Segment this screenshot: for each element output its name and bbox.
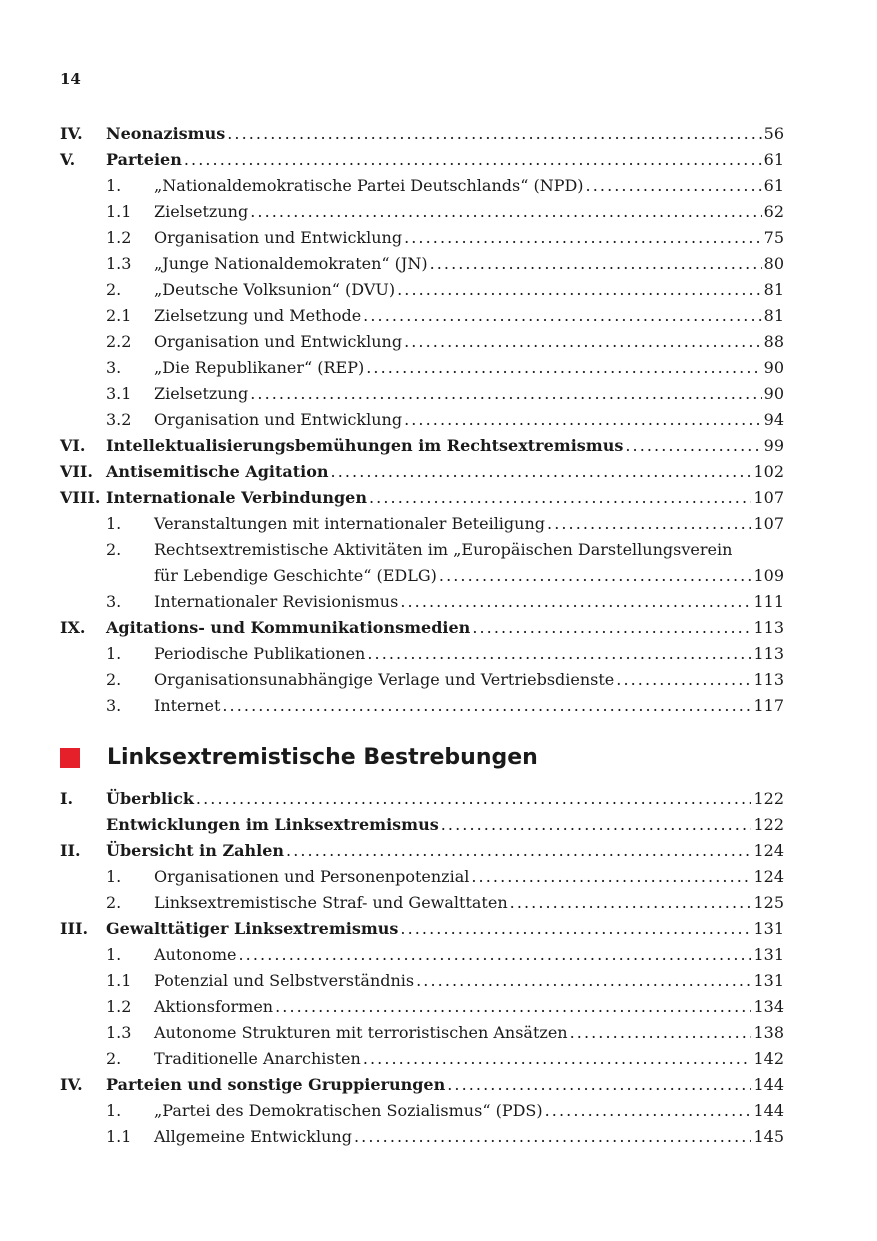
toc-entry-title: Antisemitische Agitation bbox=[106, 462, 329, 481]
toc-entry bbox=[60, 644, 784, 670]
toc-entry bbox=[60, 1023, 784, 1049]
toc-leader-dots bbox=[472, 618, 751, 637]
toc-entry-number: 3. bbox=[106, 592, 122, 611]
toc-entry-continuation bbox=[60, 566, 784, 592]
toc-entry-page: 90 bbox=[763, 358, 784, 377]
toc-entry-number: 1. bbox=[106, 176, 122, 195]
toc-entry-number: 1. bbox=[106, 644, 122, 663]
toc-leader-dots bbox=[416, 971, 751, 990]
toc-entry-title: Organisationen und Personenpotenzial bbox=[154, 867, 470, 886]
toc-entry-page: 144 bbox=[753, 1075, 784, 1094]
toc-leader-dots bbox=[367, 644, 751, 663]
toc-entry-number: VII. bbox=[60, 462, 93, 481]
toc-entry-page: 122 bbox=[753, 789, 784, 808]
toc-leader-dots bbox=[250, 202, 761, 221]
toc-entry-number: 1. bbox=[106, 945, 122, 964]
toc-entry-page: 113 bbox=[753, 644, 784, 663]
toc-entry bbox=[60, 202, 784, 228]
toc-leader-dots bbox=[404, 332, 762, 351]
toc-entry-number: 2. bbox=[106, 1049, 122, 1068]
toc-entry-title: Überblick bbox=[106, 789, 194, 808]
toc-entry-page: 56 bbox=[763, 124, 784, 143]
toc-entry-number: 1.3 bbox=[106, 1023, 132, 1042]
toc-entry-title: Organisation und Entwicklung bbox=[154, 332, 403, 351]
toc-entry-page: 131 bbox=[753, 945, 784, 964]
toc-entry-page: 142 bbox=[753, 1049, 784, 1068]
toc-entry-title: Zielsetzung und Methode bbox=[154, 306, 362, 325]
toc-entry-page: 124 bbox=[753, 841, 784, 860]
toc-entry-number: VIII. bbox=[60, 488, 101, 507]
toc-entry-title: „Junge Nationaldemokraten“ (JN) bbox=[154, 254, 428, 273]
toc-entry-page: 145 bbox=[753, 1127, 784, 1146]
toc-entry-title: Agitations- und Kommunikationsmedien bbox=[106, 618, 471, 637]
toc-leader-dots bbox=[363, 1049, 752, 1068]
toc-entry bbox=[60, 332, 784, 358]
toc-leader-dots bbox=[222, 696, 751, 715]
toc-entry bbox=[60, 124, 784, 150]
toc-entry-number: II. bbox=[60, 841, 81, 860]
toc-right-extremism bbox=[60, 124, 784, 722]
toc-entry-title: Periodische Publikationen bbox=[154, 644, 366, 663]
toc-entry bbox=[60, 867, 784, 893]
toc-entry-title: Linksextremistische Straf- und Gewalttaten bbox=[154, 893, 508, 912]
toc-entry-title: Autonome bbox=[154, 945, 237, 964]
toc-entry bbox=[60, 358, 784, 384]
toc-entry-page: 122 bbox=[753, 815, 784, 834]
toc-leader-dots bbox=[369, 488, 751, 507]
toc-entry bbox=[60, 592, 784, 618]
toc-leader-dots bbox=[363, 306, 761, 325]
toc-entry-page: 144 bbox=[753, 1101, 784, 1120]
toc-entry-number: III. bbox=[60, 919, 89, 938]
toc-entry-page: 131 bbox=[753, 919, 784, 938]
toc-entry-page: 99 bbox=[763, 436, 784, 455]
toc-entry bbox=[60, 997, 784, 1023]
toc-leader-dots bbox=[439, 566, 752, 585]
toc-entry-page: 61 bbox=[763, 176, 784, 195]
toc-leader-dots bbox=[331, 462, 752, 481]
toc-entry-page: 62 bbox=[763, 202, 784, 221]
toc-entry-page: 102 bbox=[753, 462, 784, 481]
toc-entry bbox=[60, 618, 784, 644]
toc-entry-page: 107 bbox=[753, 488, 784, 507]
toc-entry-number: 2. bbox=[106, 893, 122, 912]
toc-entry-title: Organisation und Entwicklung bbox=[154, 410, 403, 429]
toc-leader-dots bbox=[354, 1127, 751, 1146]
toc-entry-title: Zielsetzung bbox=[154, 384, 249, 403]
toc-entry-page: 80 bbox=[763, 254, 784, 273]
toc-left-extremism bbox=[60, 789, 784, 1153]
toc-entry-number: 1. bbox=[106, 867, 122, 886]
toc-entry-title: Intellektualisierungsbemühungen im Rechtsextremismus bbox=[106, 436, 624, 455]
toc-entry-title: Veranstaltungen mit internationaler Beteiligung bbox=[154, 514, 546, 533]
toc-leader-dots bbox=[441, 815, 752, 834]
toc-entry-page: 90 bbox=[763, 384, 784, 403]
toc-entry bbox=[60, 280, 784, 306]
toc-entry-title: Potenzial und Selbstverständnis bbox=[154, 971, 415, 990]
toc-leader-dots bbox=[400, 592, 751, 611]
toc-entry-title: Internationale Verbindungen bbox=[106, 488, 367, 507]
toc-entry-page: 131 bbox=[753, 971, 784, 990]
toc-entry-number: 2. bbox=[106, 540, 122, 559]
toc-entry-number: 1.1 bbox=[106, 1127, 132, 1146]
toc-entry-number: VI. bbox=[60, 436, 86, 455]
toc-entry-page: 138 bbox=[753, 1023, 784, 1042]
toc-entry-number: 2.2 bbox=[106, 332, 132, 351]
toc-entry bbox=[60, 696, 784, 722]
toc-entry-number: I. bbox=[60, 789, 74, 808]
toc-leader-dots bbox=[250, 384, 761, 403]
toc-entry bbox=[60, 919, 784, 945]
toc-entry-page: 81 bbox=[763, 306, 784, 325]
toc-entry-page: 124 bbox=[753, 867, 784, 886]
toc-entry-page: 88 bbox=[763, 332, 784, 351]
toc-entry-number: 3.2 bbox=[106, 410, 132, 429]
toc-entry-title: Organisationsunabhängige Verlage und Vertriebsdienste bbox=[154, 670, 615, 689]
toc-entry bbox=[60, 384, 784, 410]
toc-entry-number: 3. bbox=[106, 358, 122, 377]
toc-entry-page: 113 bbox=[753, 618, 784, 637]
toc-entry bbox=[60, 176, 784, 202]
toc-entry-number: 3.1 bbox=[106, 384, 132, 403]
toc-leader-dots bbox=[239, 945, 752, 964]
toc-entry bbox=[60, 1101, 784, 1127]
toc-entry-title: Parteien bbox=[106, 150, 182, 169]
toc-entry-page: 113 bbox=[753, 670, 784, 689]
toc-leader-dots bbox=[616, 670, 751, 689]
toc-entry bbox=[60, 1049, 784, 1075]
toc-leader-dots bbox=[586, 176, 762, 195]
toc-entry-number: V. bbox=[60, 150, 76, 169]
toc-entry-title: Internet bbox=[154, 696, 221, 715]
toc-entry-number: 2. bbox=[106, 670, 122, 689]
toc-entry-page: 75 bbox=[763, 228, 784, 247]
toc-entry-title: Internationaler Revisionismus bbox=[154, 592, 399, 611]
toc-entry-page: 81 bbox=[763, 280, 784, 299]
toc-entry-number: 1.2 bbox=[106, 997, 132, 1016]
section-title: Linksextremistische Bestrebungen bbox=[107, 745, 538, 770]
toc-entry-title: Zielsetzung bbox=[154, 202, 249, 221]
toc-entry-number: 2. bbox=[106, 280, 122, 299]
toc-entry bbox=[60, 514, 784, 540]
toc-entry-number: IX. bbox=[60, 618, 86, 637]
toc-entry-title: Rechtsextremistische Aktivitäten im „Europäischen Darstellungsverein bbox=[154, 540, 733, 559]
toc-entry-page: 109 bbox=[753, 566, 784, 585]
toc-entry bbox=[60, 540, 784, 566]
toc-entry bbox=[60, 488, 784, 514]
toc-entry-title: Allgemeine Entwicklung bbox=[154, 1127, 352, 1146]
toc-entry-title: Entwicklungen im Linksextremismus bbox=[106, 815, 439, 834]
toc-entry-number: 3. bbox=[106, 696, 122, 715]
toc-entry-number: 1. bbox=[106, 1101, 122, 1120]
toc-entry-title: „Nationaldemokratische Partei Deutschlands“ (NPD) bbox=[154, 176, 584, 195]
toc-entry-title: Organisation und Entwicklung bbox=[154, 228, 403, 247]
toc-leader-dots bbox=[227, 124, 761, 143]
toc-leader-dots bbox=[510, 893, 752, 912]
toc-entry bbox=[60, 841, 784, 867]
toc-leader-dots bbox=[366, 358, 761, 377]
toc-entry-number: 1.1 bbox=[106, 971, 132, 990]
toc-entry bbox=[60, 815, 784, 841]
toc-leader-dots bbox=[430, 254, 762, 273]
toc-leader-dots bbox=[404, 228, 762, 247]
toc-entry-number: 1.1 bbox=[106, 202, 132, 221]
toc-entry-title: Aktionsformen bbox=[154, 997, 274, 1016]
toc-entry-page: 134 bbox=[753, 997, 784, 1016]
toc-entry-title: Gewalttätiger Linksextremismus bbox=[106, 919, 399, 938]
toc-entry-title: Traditionelle Anarchisten bbox=[154, 1049, 361, 1068]
section-header bbox=[60, 745, 784, 770]
toc-entry-title: Autonome Strukturen mit terroristischen Ansätzen bbox=[154, 1023, 568, 1042]
toc-entry-number: 1.3 bbox=[106, 254, 132, 273]
toc-leader-dots bbox=[184, 150, 762, 169]
toc-entry-title: Übersicht in Zahlen bbox=[106, 841, 285, 860]
toc-entry bbox=[60, 1075, 784, 1101]
toc-leader-dots bbox=[545, 1101, 752, 1120]
toc-entry bbox=[60, 436, 784, 462]
toc-entry bbox=[60, 306, 784, 332]
toc-leader-dots bbox=[196, 789, 752, 808]
toc-entry bbox=[60, 462, 784, 488]
toc-entry-page: 61 bbox=[763, 150, 784, 169]
toc-leader-dots bbox=[275, 997, 751, 1016]
toc-entry-title-cont: für Lebendige Geschichte“ (EDLG) bbox=[154, 566, 437, 585]
toc-entry bbox=[60, 228, 784, 254]
toc-leader-dots bbox=[625, 436, 761, 455]
toc-leader-dots bbox=[471, 867, 751, 886]
toc-entry-number: IV. bbox=[60, 124, 83, 143]
toc-entry-page: 117 bbox=[753, 696, 784, 715]
toc-entry-number: 2.1 bbox=[106, 306, 132, 325]
toc-entry-title: Parteien und sonstige Gruppierungen bbox=[106, 1075, 446, 1094]
toc-leader-dots bbox=[570, 1023, 752, 1042]
toc-leader-dots bbox=[397, 280, 762, 299]
toc-entry bbox=[60, 254, 784, 280]
toc-entry-page: 125 bbox=[753, 893, 784, 912]
toc-leader-dots bbox=[447, 1075, 751, 1094]
toc-leader-dots bbox=[400, 919, 751, 938]
toc-entry bbox=[60, 670, 784, 696]
toc-entry bbox=[60, 789, 784, 815]
toc-entry-number: 1.2 bbox=[106, 228, 132, 247]
toc-entry-page: 94 bbox=[763, 410, 784, 429]
toc-entry-number: IV. bbox=[60, 1075, 83, 1094]
toc-entry bbox=[60, 410, 784, 436]
toc-entry bbox=[60, 893, 784, 919]
toc-entry bbox=[60, 150, 784, 176]
toc-entry-title: „Partei des Demokratischen Sozialismus“ (PDS) bbox=[154, 1101, 543, 1120]
toc-entry-page: 107 bbox=[753, 514, 784, 533]
toc-leader-dots bbox=[404, 410, 762, 429]
toc-entry-title: „Die Republikaner“ (REP) bbox=[154, 358, 365, 377]
toc-entry-title: Neonazismus bbox=[106, 124, 226, 143]
toc-entry-page: 111 bbox=[753, 592, 784, 611]
toc-entry-title: „Deutsche Volksunion“ (DVU) bbox=[154, 280, 396, 299]
toc-entry-number: 1. bbox=[106, 514, 122, 533]
toc-leader-dots bbox=[547, 514, 751, 533]
page-number: 14 bbox=[60, 70, 81, 88]
toc-entry bbox=[60, 1127, 784, 1153]
toc-entry bbox=[60, 945, 784, 971]
toc-entry bbox=[60, 971, 784, 997]
toc-leader-dots bbox=[286, 841, 751, 860]
section-marker bbox=[60, 748, 80, 768]
